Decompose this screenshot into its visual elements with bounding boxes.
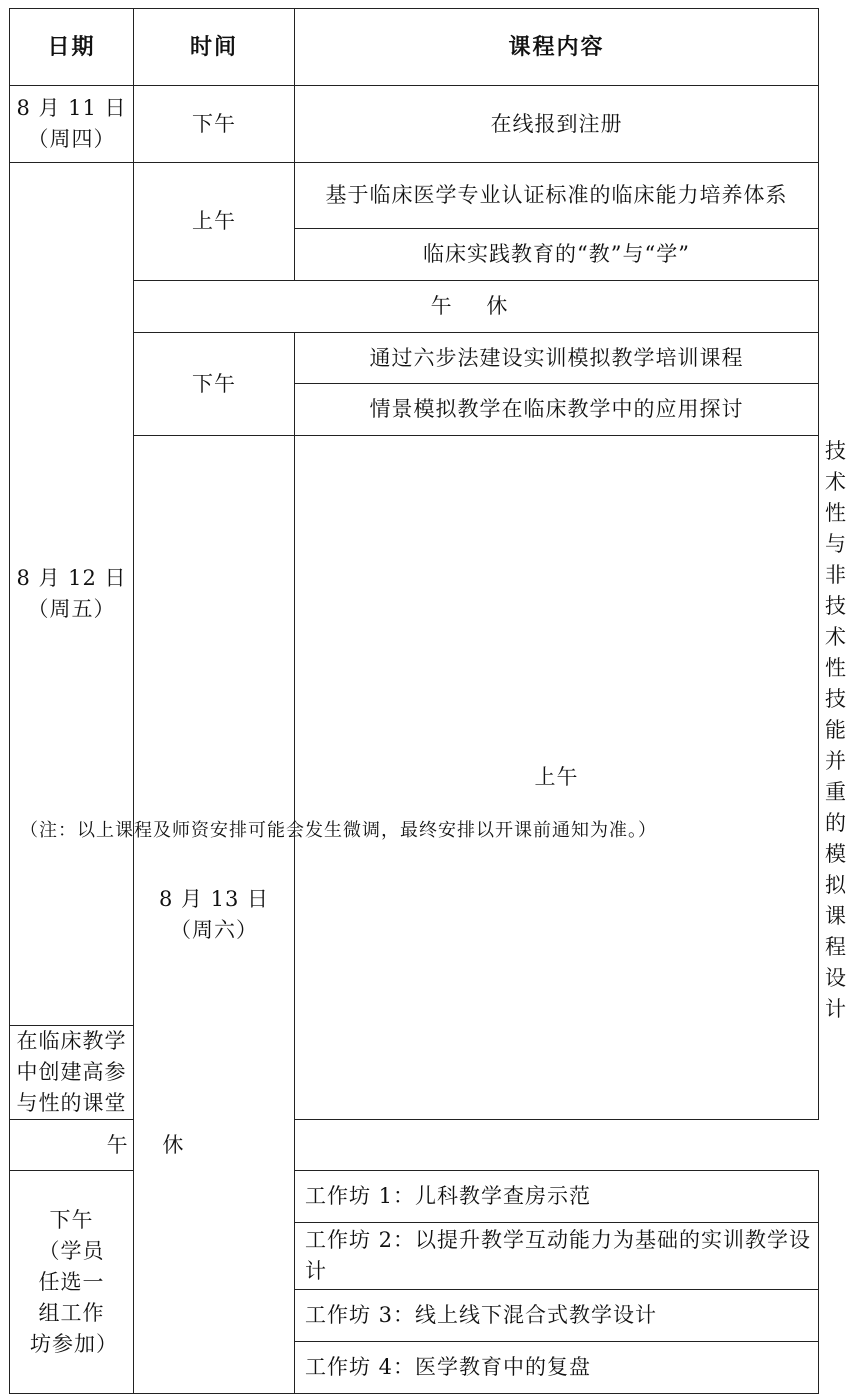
course-cell: 临床实践教育的“教”与“学”: [295, 229, 819, 281]
lunch-break-cell: 午 休: [134, 281, 819, 333]
date-cell: [10, 86, 134, 163]
table-row: [10, 163, 819, 229]
table-header-row: [10, 9, 819, 86]
table-row: 8 月 13 日 （周六） 上午 技术性与非技术性技能并重的模拟课程设计: [10, 436, 819, 1026]
course-cell: 通过六步法建设实训模拟教学培训课程: [295, 333, 819, 384]
schedule-table: [9, 8, 847, 1394]
workshop-cell: 工作坊 4：医学教育中的复盘: [295, 1342, 819, 1394]
time-cell: [10, 1171, 134, 1394]
weekday-label: （周四）: [27, 127, 116, 151]
header-content: 课程内容: [295, 9, 819, 86]
header-time: 时间: [134, 9, 295, 86]
course-cell: 基于临床医学专业认证标准的临床能力培养体系: [295, 163, 819, 229]
course-cell: 情景模拟教学在临床教学中的应用探讨: [295, 384, 819, 436]
table-row: [10, 86, 819, 163]
time-label: 下午: [49, 1207, 94, 1232]
date-cell: [134, 436, 295, 1394]
date-cell: [10, 163, 134, 1026]
workshop-cell: 工作坊 1：儿科教学查房示范: [295, 1171, 819, 1223]
table-row: [10, 1171, 819, 1223]
course-cell: 在线报到注册: [295, 86, 819, 163]
time-cell: 下午: [134, 333, 295, 436]
workshop-note: （学员任选一组工作坊参加）: [30, 1238, 118, 1356]
time-cell: 下午: [134, 86, 295, 163]
table-row: [10, 1120, 819, 1171]
course-cell: 在临床教学中创建高参与性的课堂: [10, 1026, 134, 1120]
date-label: 8 月 12 日: [16, 566, 127, 590]
workshop-cell: 工作坊 2：以提升教学互动能力为基础的实训教学设计: [295, 1223, 819, 1290]
time-cell: 上午: [134, 163, 295, 281]
header-date: 日期: [10, 9, 134, 86]
weekday-label: （周六）: [170, 917, 258, 942]
weekday-label: （周五）: [27, 597, 116, 621]
time-cell: 上午: [295, 436, 819, 1120]
date-label: 8 月 11 日: [16, 96, 127, 120]
workshop-cell: 工作坊 3：线上线下混合式教学设计: [295, 1290, 819, 1342]
footnote: （注：以上课程及师资安排可能会发生微调，最终安排以开课前通知为准。）: [20, 820, 657, 841]
date-label: 8 月 13 日: [158, 886, 270, 911]
lunch-break-cell: 午 休: [10, 1120, 295, 1171]
